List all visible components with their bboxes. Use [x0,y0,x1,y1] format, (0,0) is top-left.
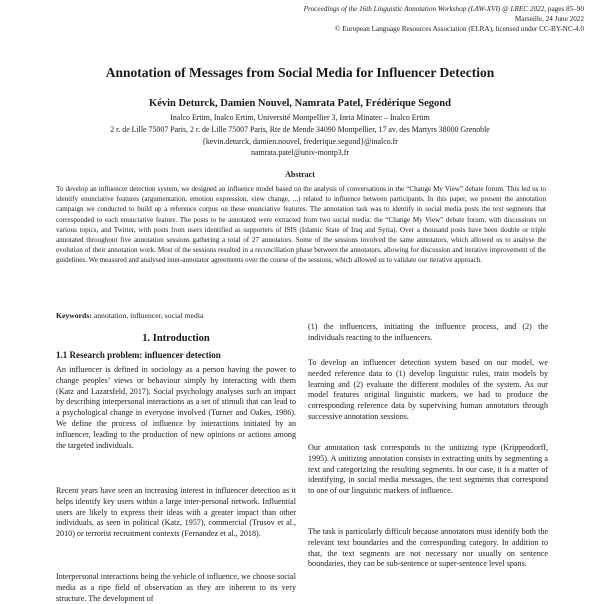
emails-line-1: {kevin.deturck, damien.nouvel, frederique.segond}@inalco.fr [202,136,398,146]
abstract-text: To develop an influencer detection system, we designed an influence model based on the analysis of conversations in the “Change My View” debate forum. This led us to identify enunciative features (argumentation, emotion expression, view change, ...) related to influence between participants. In this paper, we present the annotation campaign we conducted to build up a reference corpus on these enunciative features. The annotation task was to identify in social media posts the text segments that corresponded to each enunciative feature. The posts to be annotated were extracted from two social media: the “Change My View” debate forum, with discussions on various topics, and Twitter, with posts from users identified as supporters of ISIS (Islamic State of Iraq and Syria). Over a thousand posts have been double or triple annotated throughout five annotation sessions gathering a total of 27 annotators. Some of the sessions involved the same annotators, which allowed us to analyse the evolution of their annotation work. Most of the sessions resulted in a reconciliation phase between the annotators, allowing for discussion and iterative improvement of the guidelines. We measured and analysed inter-annotator agreements over the course of the sessions, which allowed us to validate our iterative approach. [56,185,546,265]
affiliations: Inalco Ertim, Inalco Ertim, Université Montpellier 3, Inria Minatec – Inalco Ertim [170,113,430,122]
author-list: Kévin Deturck, Damien Nouvel, Namrata Patel, Frédérique Segond [149,98,451,109]
affiliation-block [0,112,600,159]
proceedings-line [204,4,584,14]
right-paragraph-3: Our annotation task corresponds to the unitizing type (Krippendorff, 1995). A unitizing annotation consists in extracting units by segmenting a text and categorizing the resulting segments. In our case, it is a matter of identifying, in social media messages, the text segments that correspond to one of our linguistic markers of influence. [308,443,548,496]
intro-paragraph-3: Interpersonal interactions being the vehicle of influence, we choose social media as a ripe field of observation as they are inherent to its very structure. The development of [56,572,296,603]
paper-title: Annotation of Messages from Social Media for Influencer Detection [105,65,495,80]
location-date: Marseille, 24 June 2022 [514,15,584,24]
proceedings-venue: Proceedings of the 16th Linguistic Annotation Workshop (LAW-XVI) @ LREC 2022 [303,5,545,13]
abstract-heading: Abstract [285,170,315,179]
intro-paragraph-2: Recent years have seen an increasing interest in influencer detection as it helps identify key users within a large inter-personal network. Influential users are likely to express their ideas with a greater impact than other individuals, as seen in political (Katz, 1957), commercial (Trusov et al., 2010) or terrorist recruitment contexts (Fernandez et al., 2018). [56,486,296,539]
addresses: 2 r. de Lille 75007 Paris, 2 r. de Lille 75007 Paris, Rte de Mende 34090 Montpellier, 17 av. des Martyrs 38000 Grenoble [110,124,490,134]
right-paragraph-2: To develop an influencer detection system based on our model, we needed reference data to (1) develop linguistic rules, train models by learning and (2) evaluate the different modules of the system. As our model features original linguistic markers, we had to produce the corresponding reference data by supervising human annotators through successive annotation sessions. [308,358,548,421]
keywords-line [56,311,546,320]
running-header [204,4,584,35]
keywords-label: Keywords: [56,311,92,320]
introduction-heading: 1. Introduction [142,333,210,344]
keywords-values: annotation, influencer, social media [91,311,204,320]
right-paragraph-4: The task is particularly difficult because annotators must identify both the relevant text boundaries and the corresponding category. In addition to that, the text segments are not necessary nor usually on sentence boundaries, they can be sub-sentence or super-sentence level spans. [308,527,548,569]
intro-paragraph-1: An influencer is defined in sociology as a person having the power to change peoples’ views or behaviour simply by interacting with them (Katz and Lazarsfeld, 2017). Social psychology analyses such an impact by describing interpersonal interactions as a set of stimuli that can lead to a psychological change in everyone involved (Turner and Oakes, 1986). We define the process of influence by interactions initiated by an influencer, leading to the production of new opinions or actions among the targeted individuals. [56,365,296,450]
proceedings-pages: , pages 85–90 [544,5,584,13]
emails-line-2: namrata.patel@univ-montp3.fr [251,148,349,158]
license-line: © European Language Resources Association (ELRA), licensed under CC-BY-NC-4.0 [335,25,584,34]
research-problem-heading: 1.1 Research problem: influencer detection [56,350,221,360]
right-paragraph-1: (1) the influencers, initiating the influence process, and (2) the individuals reacting to the influencers. [308,322,548,342]
